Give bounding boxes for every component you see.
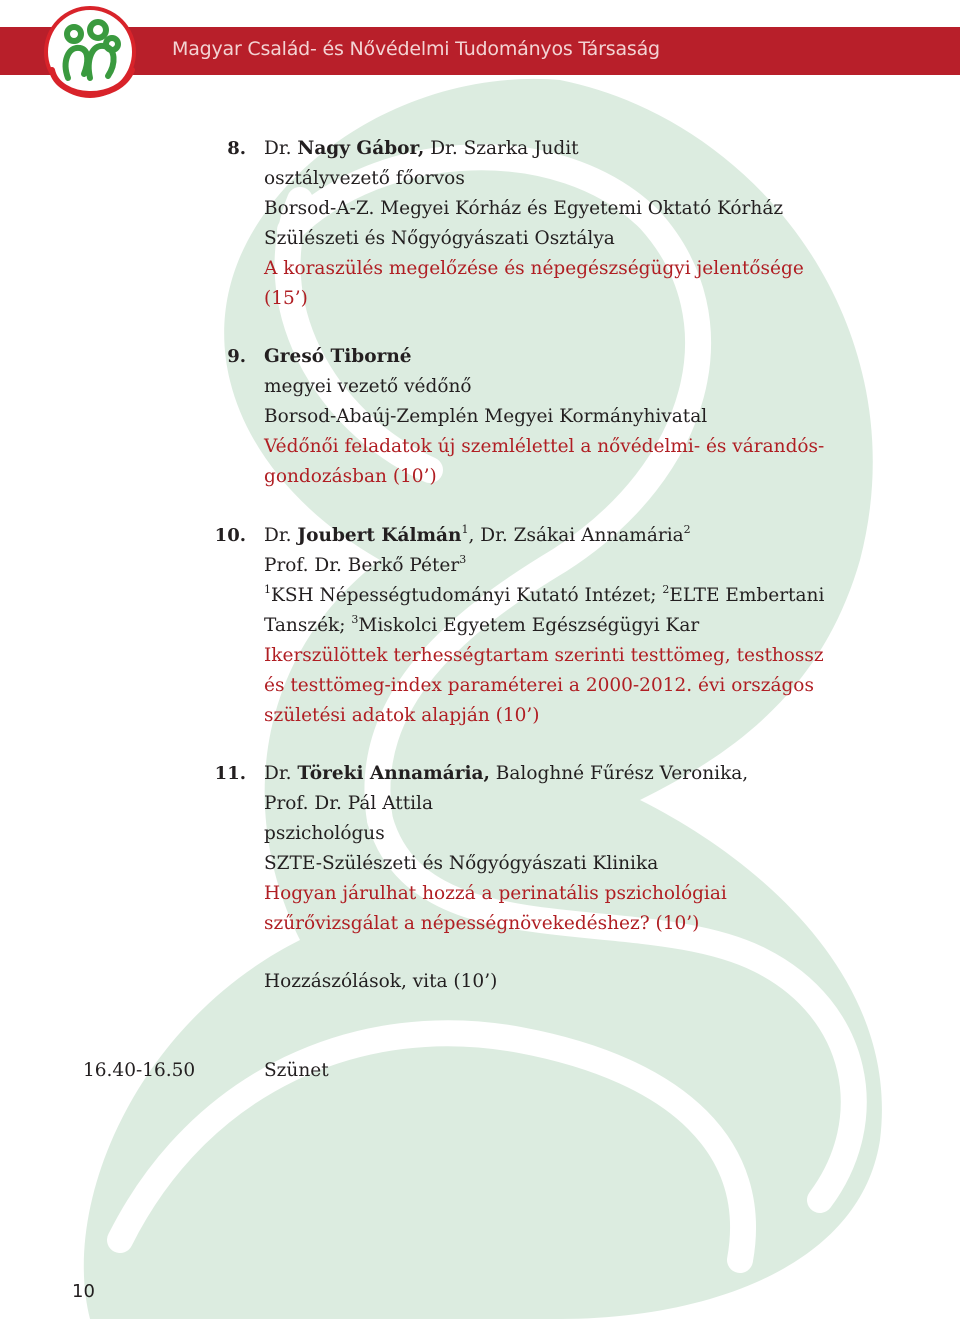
- page-number: 10: [72, 1281, 95, 1302]
- header-title: Magyar Család- és Nővédelmi Tudományos Társaság: [172, 38, 660, 60]
- affiliation-mark: 3: [351, 613, 359, 626]
- co-speaker: Prof. Dr. Berkő Péter: [264, 555, 460, 576]
- institution: Borsod-Abaúj-Zemplén Megyei Kormányhivatal: [264, 406, 708, 427]
- speaker-names: [264, 551, 924, 581]
- main-speaker: Joubert Kálmán: [297, 525, 462, 546]
- name-prefix: Dr.: [264, 525, 298, 546]
- institution: Szülészeti és Nőgyógyászati Osztálya: [264, 228, 615, 249]
- break-time: 16.40-16.50: [83, 1060, 196, 1081]
- institution: [264, 611, 924, 641]
- item-number: 8.: [227, 138, 246, 159]
- talk-title: Védőnői feladatok új szemlélettel a nővédelmi- és várandós-: [264, 436, 825, 457]
- co-speaker: Baloghné Fűrész Veronika,: [489, 763, 749, 784]
- institution-name: Tanszék;: [264, 615, 352, 636]
- talk-title: (15’): [264, 288, 308, 309]
- main-speaker: Nagy Gábor,: [297, 138, 425, 159]
- society-logo: [28, 0, 158, 110]
- co-speaker: Dr. Szarka Judit: [424, 138, 579, 159]
- talk-title: Ikerszülöttek terhességtartam szerinti testtömeg, testhossz: [264, 645, 824, 666]
- item-details: [264, 134, 924, 314]
- talk-title: születési adatok alapján (10’): [264, 705, 540, 726]
- talk-title: gondozásban (10’): [264, 466, 437, 487]
- institution-name: ELTE Embertani: [669, 585, 825, 606]
- item-details: [264, 342, 924, 492]
- item-number: 10.: [214, 525, 246, 546]
- institution-name: Miskolci Egyetem Egészségügyi Kar: [358, 615, 700, 636]
- speaker-role: pszichológus: [264, 823, 385, 844]
- affiliation-mark: 1: [461, 523, 469, 536]
- speaker-names: [264, 521, 924, 551]
- name-prefix: Dr.: [264, 763, 298, 784]
- talk-title: szűrővizsgálat a népességnövekedéshez? (10’): [264, 913, 700, 934]
- item-details: [264, 521, 924, 731]
- discussion-label: Hozzászólások, vita (10’): [264, 971, 498, 992]
- break-label: Szünet: [264, 1060, 329, 1081]
- name-prefix: Dr.: [264, 138, 298, 159]
- speaker-names: Prof. Dr. Pál Attila: [264, 793, 433, 814]
- affiliation-mark: 3: [459, 553, 467, 566]
- talk-title: és testtömeg-index paraméterei a 2000-2012. évi országos: [264, 675, 814, 696]
- institution-name: KSH Népességtudományi Kutató Intézet;: [271, 585, 663, 606]
- main-speaker: Töreki Annamária,: [297, 763, 490, 784]
- speaker-role: megyei vezető védőnő: [264, 376, 472, 397]
- item-number: 11.: [214, 763, 246, 784]
- affiliation-mark: 2: [662, 583, 670, 596]
- speaker-names: [264, 342, 924, 372]
- speaker-role: osztályvezető főorvos: [264, 168, 465, 189]
- co-speaker: , Dr. Zsákai Annamária: [468, 525, 684, 546]
- talk-title: A koraszülés megelőzése és népegészségügyi jelentősége: [264, 258, 804, 279]
- institution: [264, 581, 924, 611]
- institution: SZTE-Szülészeti és Nőgyógyászati Klinika: [264, 853, 659, 874]
- institution: Borsod-A-Z. Megyei Kórház és Egyetemi Oktató Kórház: [264, 198, 784, 219]
- item-details: [264, 759, 924, 939]
- item-number: 9.: [227, 346, 246, 367]
- affiliation-mark: 1: [264, 583, 271, 596]
- speaker-names: [264, 134, 924, 164]
- talk-title: Hogyan járulhat hozzá a perinatális pszichológiai: [264, 883, 727, 904]
- affiliation-mark: 2: [683, 523, 691, 536]
- speaker-names: [264, 759, 924, 789]
- main-speaker: Gresó Tiborné: [264, 346, 412, 367]
